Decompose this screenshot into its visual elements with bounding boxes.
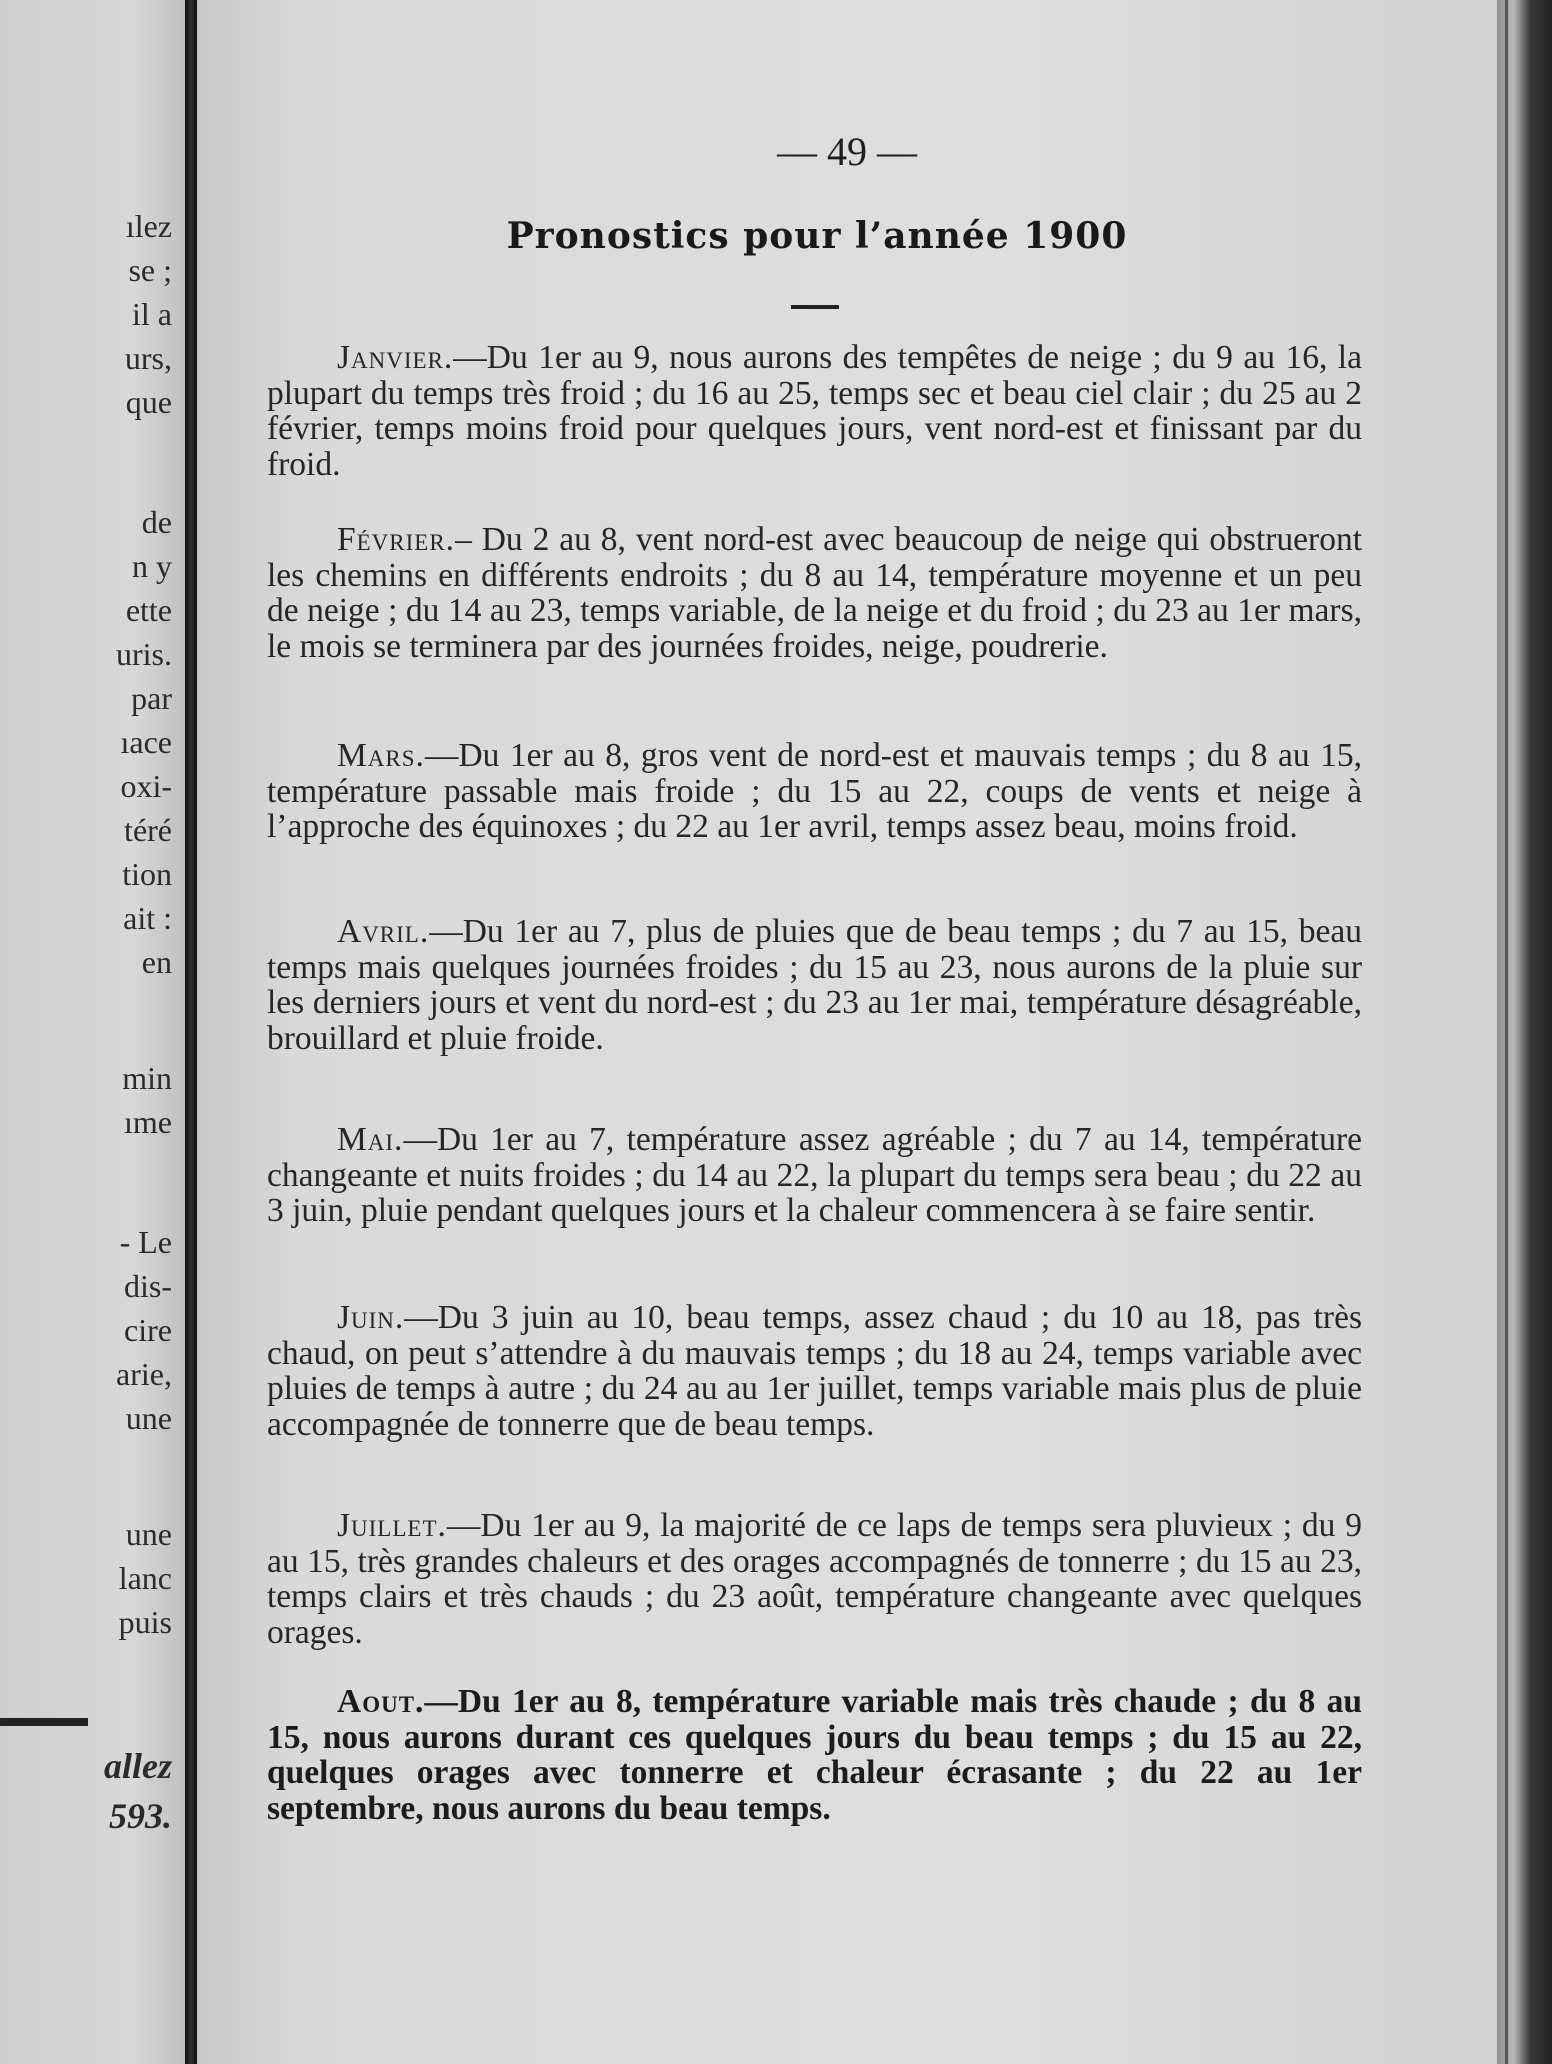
facing-page-line: ette	[125, 592, 172, 628]
facing-page-line: ıace	[120, 724, 172, 760]
facing-page-line: ait :	[123, 900, 172, 936]
facing-page-line: téré	[124, 812, 172, 848]
facing-page-rule	[0, 1718, 88, 1726]
facing-page-line: il a	[132, 296, 172, 332]
paragraph-text: —Du 3 juin au 10, beau temps, assez chaud ; du 10 au 18, pas très chaud, on peut s’attendre à du mauvais temps ; du 18 au 24, temps variable avec pluies de temps à autre ; du 24 au au 1er juillet, temps variable mais plus de pluie accompagnée de tonnerre que de beau temps.	[267, 1299, 1362, 1443]
paragraph-mai	[267, 1122, 1362, 1229]
page-number: — 49 —	[777, 129, 917, 174]
paragraph-juillet	[267, 1508, 1362, 1650]
month-label: Juillet.	[337, 1507, 447, 1544]
book-page-edges	[1497, 0, 1552, 2064]
facing-page-line: tion	[122, 856, 172, 892]
facing-page-line: se ;	[128, 252, 172, 288]
facing-page-bold-line: 593.	[109, 1796, 172, 1836]
facing-page-line: en	[141, 944, 172, 980]
facing-page-line: urs,	[124, 340, 172, 376]
month-label: Mars.	[337, 737, 425, 774]
paragraph-juin	[267, 1300, 1362, 1442]
facing-page-line: lanc	[118, 1560, 172, 1596]
paragraph-text: —Du 1er au 7, plus de pluies que de beau temps ; du 7 au 15, beau temps mais quelques journées froides ; du 15 au 23, nous aurons de la pluie sur les derniers jours et vent du nord-est ; du 23 au 1er mai, température désagréable, brouillard et pluie froide.	[267, 913, 1362, 1057]
facing-page-line: n y	[132, 548, 172, 584]
facing-page-line: ılez	[125, 208, 172, 244]
facing-page-line: arie,	[116, 1356, 172, 1392]
month-label: Juin.	[337, 1299, 405, 1336]
facing-page-line: une	[125, 1516, 172, 1552]
paragraph-aout	[267, 1684, 1362, 1826]
facing-page-line: oxi-	[120, 768, 172, 804]
page-title: Pronostics pour l’année 1900	[506, 215, 1128, 257]
paragraph-janvier	[267, 340, 1362, 482]
facing-page-line: - Le	[119, 1224, 172, 1260]
paragraph-fevrier	[267, 522, 1362, 664]
title-rule	[791, 305, 839, 309]
paragraph-mars	[267, 738, 1362, 845]
paragraph-avril	[267, 914, 1362, 1056]
paragraph-text: —Du 1er au 7, température assez agréable ; du 7 au 14, température changeante et nuits froides ; du 14 au 22, la plupart du temps sera beau ; du 22 au 3 juin, pluie pendant quelques jours et la chaleur commencera à se faire sentir.	[267, 1121, 1362, 1229]
paragraph-text: —Du 1er au 8, température variable mais très chaude ; du 8 au 15, nous aurons durant ces quelques jours du beau temps ; du 15 au 22, quelques orages avec tonnerre et chaleur écrasante ; du 22 au 1er septembre, nous aurons du beau temps.	[267, 1683, 1362, 1827]
facing-page-line: ıme	[124, 1104, 172, 1140]
month-label: Mai.	[337, 1121, 404, 1158]
facing-page-line: par	[131, 680, 172, 716]
month-label: Février.	[337, 521, 456, 558]
book-gutter	[185, 0, 197, 2064]
facing-page-line: cire	[124, 1312, 172, 1348]
paragraph-text: —Du 1er au 8, gros vent de nord-est et mauvais temps ; du 8 au 15, température passable mais froide ; du 15 au 22, coups de vents et neige à l’approche des équinoxes ; du 22 au 1er avril, temps assez beau, moins froid.	[267, 737, 1362, 845]
facing-page-fragment	[0, 0, 190, 2064]
paragraph-text: —Du 1er au 9, la majorité de ce laps de temps sera pluvieux ; du 9 au 15, très grandes chaleurs et des orages accompagnés de tonnerre ; du 15 au 23, temps clairs et très chauds ; du 23 août, température changeante avec quelques orages.	[267, 1507, 1362, 1651]
facing-page-line: min	[122, 1060, 172, 1096]
facing-page-line: que	[125, 384, 172, 420]
month-label: Janvier.	[337, 339, 454, 376]
facing-page-line: dis-	[124, 1268, 172, 1304]
facing-page-line: puis	[118, 1604, 172, 1640]
paragraph-text: – Du 2 au 8, vent nord-est avec beaucoup de neige qui obstrueront les chemins en différents endroits ; du 8 au 14, température moyenne et un peu de neige ; du 14 au 23, temps variable, de la neige et du froid ; du 23 au 1er mars, le mois se terminera par des journées froides, neige, poudrerie.	[267, 521, 1362, 665]
facing-page-bold-line: allez	[104, 1746, 172, 1786]
facing-page-line: uris.	[116, 636, 172, 672]
facing-page-line: de	[141, 504, 172, 540]
main-page	[197, 0, 1497, 2064]
paragraph-text: —Du 1er au 9, nous aurons des tempêtes de neige ; du 9 au 16, la plupart du temps très froid ; du 16 au 25, temps sec et beau ciel clair ; du 25 au 2 février, temps moins froid pour quelques jours, vent nord-est et finissant par du froid.	[267, 339, 1362, 483]
facing-page-line: une	[125, 1400, 172, 1436]
month-label: Aout.	[337, 1683, 425, 1720]
month-label: Avril.	[337, 913, 430, 950]
